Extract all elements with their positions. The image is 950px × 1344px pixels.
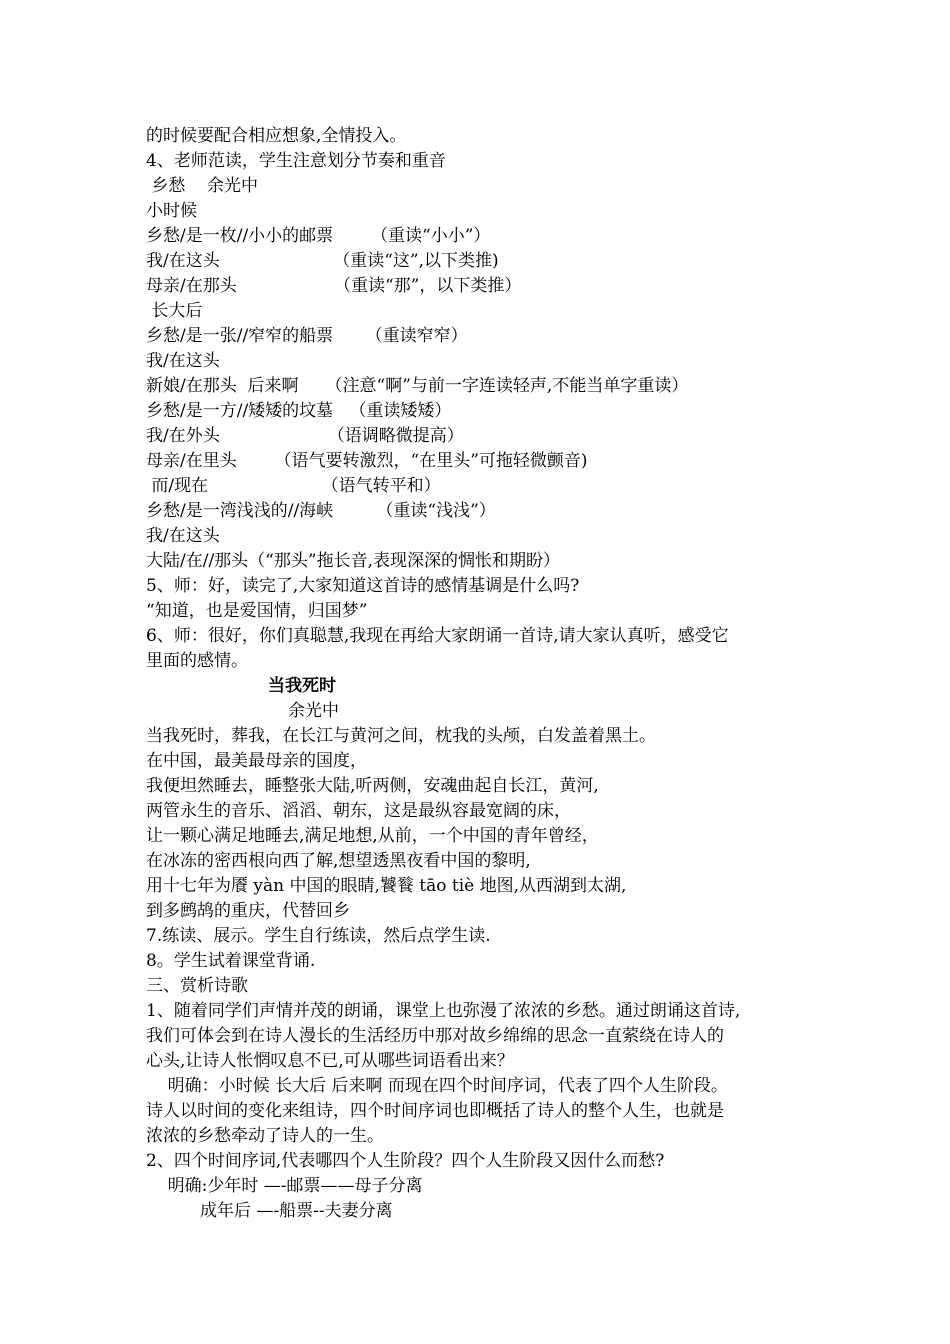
poem-line: 母亲/在那头 （重读“那”，以下类推） [146,276,522,296]
poem-title-author: 乡愁 余光中 [146,176,259,196]
poem-author: 余光中 [288,701,339,721]
poem-line: 而/现在 （语气转平和） [146,476,441,496]
text-line: 浓浓的乡愁牵动了诗人的一生。 [146,1126,384,1146]
text-line: 心头,让诗人怅惘叹息不已,可从哪些词语看出来？ [146,1051,514,1071]
step-5-text: 5、师：好，读完了,大家知道这首诗的感情基调是什么吗? [146,576,580,596]
poem-line: 长大后 [146,301,203,321]
poem-line: 两管永生的音乐、滔滔、朝东，这是最纵容最宽阔的床， [146,801,571,821]
text-line: 明确:少年时 —-邮票——母子分离 [146,1176,423,1196]
poem-line: 我/在这头 [146,526,220,546]
text-line: 里面的感情。 [146,651,248,671]
poem-line: 新娘/在那头 后来啊 （注意“啊”与前一字连读轻声,不能当单字重读） [146,376,689,396]
poem-line: 乡愁/是一方//矮矮的坟墓 （重读矮矮） [146,401,452,421]
poem-line: 在中国，最美最母亲的国度， [146,751,367,771]
step-8-text: 8。学生试着课堂背诵. [146,951,316,971]
text-line: 1、随着同学们声情并茂的朗诵，课堂上也弥漫了浓浓的乡愁。通过朗诵这首诗, [146,1001,741,1021]
text-line: 诗人以时间的变化来组诗，四个时间序词也即概括了诗人的整个人生，也就是 [146,1101,724,1121]
poem-line: 让一颗心满足地睡去,满足地想,从前，一个中国的青年曾经， [146,826,599,846]
poem-line: 用十七年为餍 yàn 中国的眼睛,饕餮 tāo tiè 地图,从西湖到太湖, [146,876,627,896]
poem-line: 乡愁/是一枚//小小的邮票 （重读“小小”） [146,226,491,246]
section-heading: 三、赏析诗歌 [146,976,248,996]
poem-line: 我/在这头 （重读“这”,以下类推) [146,251,499,271]
text-line: 的时候要配合相应想象,全情投入。 [146,126,407,146]
text-line: 我们可体会到在诗人漫长的生活经历中那对故乡绵绵的思念一直萦绕在诗人的 [146,1026,724,1046]
poem-line: 乡愁/是一湾浅浅的//海峡 （重读“浅浅”） [146,501,496,521]
poem-line: 到多鹧鸪的重庆，代替回乡 [146,901,350,921]
poem-line: 在冰冻的密西根向西了解,想望透黑夜看中国的黎明, [146,851,531,871]
text-line: “知道，也是爱国情，归国梦” [146,601,368,621]
text-line: 明确：小时候 长大后 后来啊 而现在四个时间序词，代表了四个人生阶段。 [146,1076,728,1096]
poem-line: 我/在外头 （语调略微提高） [146,426,464,446]
text-line: 2、四个时间序词,代表哪四个人生阶段？四个人生阶段又因什么而愁? [146,1151,665,1171]
step-7-text: 7.练读、展示。学生自行练读，然后点学生读. [146,926,491,946]
poem-line: 母亲/在里头 （语气要转激烈，“在里头”可拖轻微颤音) [146,451,588,471]
poem-line: 小时候 [146,201,197,221]
poem-title: 当我死时 [268,676,336,696]
step-4-heading: 4、老师范读，学生注意划分节奏和重音 [146,151,446,171]
poem-line: 大陆/在//那头（“那头”拖长音,表现深深的惆怅和期盼） [146,551,560,571]
step-6-text: 6、师：很好，你们真聪慧,我现在再给大家朗诵一首诗,请大家认真听，感受它 [146,626,729,646]
poem-line: 乡愁/是一张//窄窄的船票 （重读窄窄） [146,326,468,346]
text-line: 成年后 —-船票--夫妻分离 [146,1201,393,1221]
poem-line: 当我死时，葬我，在长江与黄河之间，枕我的头颅，白发盖着黑土。 [146,726,656,746]
poem-line: 我便坦然睡去，睡整张大陆,听两侧，安魂曲起自长江，黄河, [146,776,599,796]
poem-line: 我/在这头 [146,351,220,371]
